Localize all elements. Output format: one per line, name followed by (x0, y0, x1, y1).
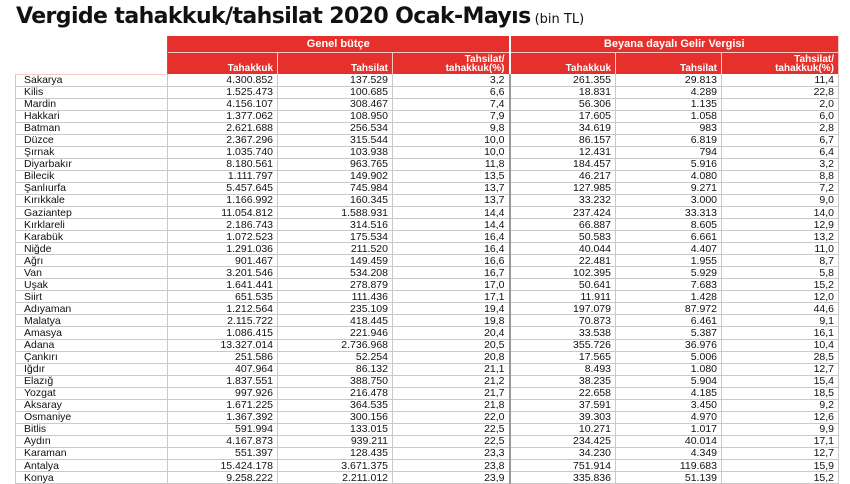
genel-tahakkuk-cell: 15.424.178 (168, 460, 278, 472)
genel-tahakkuk-cell: 407.964 (168, 363, 278, 375)
genel-tahakkuk-cell: 1.671.225 (168, 399, 278, 411)
tax-table (15, 36, 839, 484)
city-cell: Çankırı (16, 351, 168, 363)
beyana-oran-cell: 16,1 (722, 327, 839, 339)
beyana-tahsilat-cell: 4.407 (616, 243, 722, 255)
beyana-oran-cell: 15,9 (722, 460, 839, 472)
genel-tahakkuk-cell: 13.327.014 (168, 339, 278, 351)
city-cell: Niğde (16, 243, 168, 255)
genel-tahsilat-cell: 108.950 (278, 110, 393, 122)
beyana-tahsilat-cell: 1.955 (616, 255, 722, 267)
beyana-oran-cell: 9,9 (722, 423, 839, 435)
beyana-oran-cell: 15,2 (722, 279, 839, 291)
table-row (16, 146, 839, 158)
city-cell: Amasya (16, 327, 168, 339)
beyana-oran-cell: 2,8 (722, 122, 839, 134)
beyana-tahakkuk-cell: 18.831 (510, 86, 616, 98)
beyana-oran-cell: 44,6 (722, 303, 839, 315)
beyana-tahsilat-cell: 119.683 (616, 460, 722, 472)
genel-oran-cell: 21,1 (393, 363, 510, 375)
city-cell: Karabük (16, 231, 168, 243)
genel-tahakkuk-cell: 8.180.561 (168, 158, 278, 170)
genel-tahsilat-cell: 2.211.012 (278, 472, 393, 484)
table-row (16, 435, 839, 447)
genel-tahsilat-cell: 160.345 (278, 194, 393, 206)
col-header-oran-line1: Tahsilat/ (464, 54, 505, 65)
beyana-tahakkuk-cell: 355.726 (510, 339, 616, 351)
genel-tahakkuk-cell: 651.535 (168, 291, 278, 303)
genel-tahsilat-cell: 534.208 (278, 267, 393, 279)
genel-oran-cell: 19,8 (393, 315, 510, 327)
city-cell: Sakarya (16, 74, 168, 86)
beyana-tahakkuk-cell: 335.836 (510, 472, 616, 484)
genel-oran-cell: 13,7 (393, 182, 510, 194)
city-cell: Osmaniye (16, 411, 168, 423)
table-row (16, 255, 839, 267)
col-header-tahakkuk: Tahakkuk (510, 53, 616, 75)
genel-tahakkuk-cell: 3.201.546 (168, 267, 278, 279)
col-header-oran (722, 53, 839, 75)
beyana-tahakkuk-cell: 11.911 (510, 291, 616, 303)
beyana-tahakkuk-cell: 37.591 (510, 399, 616, 411)
city-cell: Diyarbakır (16, 158, 168, 170)
beyana-oran-cell: 7,2 (722, 182, 839, 194)
genel-tahsilat-cell: 300.156 (278, 411, 393, 423)
genel-tahakkuk-cell: 4.156.107 (168, 98, 278, 110)
city-cell: Van (16, 267, 168, 279)
beyana-tahsilat-cell: 6.819 (616, 134, 722, 146)
table-row (16, 423, 839, 435)
table-row (16, 339, 839, 351)
title-row (16, 4, 584, 34)
genel-tahakkuk-cell: 2.621.688 (168, 122, 278, 134)
beyana-tahsilat-cell: 794 (616, 146, 722, 158)
genel-tahsilat-cell: 235.109 (278, 303, 393, 315)
beyana-tahakkuk-cell: 33.538 (510, 327, 616, 339)
table-row (16, 447, 839, 459)
genel-tahsilat-cell: 86.132 (278, 363, 393, 375)
genel-tahakkuk-cell: 1.525.473 (168, 86, 278, 98)
genel-tahsilat-cell: 418.445 (278, 315, 393, 327)
genel-tahsilat-cell: 111.436 (278, 291, 393, 303)
beyana-tahakkuk-cell: 102.395 (510, 267, 616, 279)
city-cell: Düzce (16, 134, 168, 146)
genel-tahakkuk-cell: 2.186.743 (168, 219, 278, 231)
beyana-tahsilat-cell: 7.683 (616, 279, 722, 291)
genel-tahsilat-cell: 211.520 (278, 243, 393, 255)
genel-oran-cell: 19,4 (393, 303, 510, 315)
table-row (16, 411, 839, 423)
city-cell: Aksaray (16, 399, 168, 411)
beyana-tahakkuk-cell: 66.887 (510, 219, 616, 231)
genel-tahakkuk-cell: 1.641.441 (168, 279, 278, 291)
genel-tahakkuk-cell: 901.467 (168, 255, 278, 267)
table-row (16, 327, 839, 339)
city-cell: Bilecik (16, 170, 168, 182)
beyana-tahsilat-cell: 1.058 (616, 110, 722, 122)
genel-tahakkuk-cell: 1.837.551 (168, 375, 278, 387)
genel-tahsilat-cell: 52.254 (278, 351, 393, 363)
beyana-tahakkuk-cell: 184.457 (510, 158, 616, 170)
col-header-tahsilat: Tahsilat (278, 53, 393, 75)
beyana-tahsilat-cell: 33.313 (616, 207, 722, 219)
col-header-oran-line2: tahakkuk(%) (775, 63, 834, 74)
table-row (16, 243, 839, 255)
beyana-oran-cell: 12,7 (722, 447, 839, 459)
beyana-tahsilat-cell: 983 (616, 122, 722, 134)
col-header-tahsilat: Tahsilat (616, 53, 722, 75)
col-header-oran (393, 53, 510, 75)
genel-tahakkuk-cell: 4.167.873 (168, 435, 278, 447)
genel-oran-cell: 23,8 (393, 460, 510, 472)
beyana-tahsilat-cell: 3.000 (616, 194, 722, 206)
genel-tahakkuk-cell: 1.291.036 (168, 243, 278, 255)
table-row (16, 231, 839, 243)
beyana-oran-cell: 12,9 (722, 219, 839, 231)
city-cell: Elazığ (16, 375, 168, 387)
beyana-oran-cell: 28,5 (722, 351, 839, 363)
genel-oran-cell: 14,4 (393, 219, 510, 231)
beyana-tahakkuk-cell: 10.271 (510, 423, 616, 435)
beyana-oran-cell: 8,8 (722, 170, 839, 182)
genel-tahakkuk-cell: 1.035.740 (168, 146, 278, 158)
col-header-tahakkuk: Tahakkuk (168, 53, 278, 75)
beyana-tahakkuk-cell: 50.641 (510, 279, 616, 291)
city-cell: Karaman (16, 447, 168, 459)
beyana-tahsilat-cell: 1.428 (616, 291, 722, 303)
genel-oran-cell: 10,0 (393, 146, 510, 158)
genel-tahakkuk-cell: 2.367.296 (168, 134, 278, 146)
beyana-tahsilat-cell: 4.289 (616, 86, 722, 98)
beyana-tahakkuk-cell: 8.493 (510, 363, 616, 375)
beyana-tahakkuk-cell: 17.565 (510, 351, 616, 363)
genel-tahsilat-cell: 216.478 (278, 387, 393, 399)
table-row (16, 363, 839, 375)
genel-oran-cell: 16,4 (393, 231, 510, 243)
genel-oran-cell: 20,5 (393, 339, 510, 351)
beyana-tahakkuk-cell: 237.424 (510, 207, 616, 219)
beyana-tahsilat-cell: 51.139 (616, 472, 722, 484)
beyana-tahsilat-cell: 6.661 (616, 231, 722, 243)
genel-tahsilat-cell: 314.516 (278, 219, 393, 231)
genel-tahsilat-cell: 149.902 (278, 170, 393, 182)
genel-tahsilat-cell: 149.459 (278, 255, 393, 267)
city-cell: Gaziantep (16, 207, 168, 219)
genel-tahsilat-cell: 133.015 (278, 423, 393, 435)
beyana-oran-cell: 9,2 (722, 399, 839, 411)
genel-tahakkuk-cell: 251.586 (168, 351, 278, 363)
beyana-tahakkuk-cell: 261.355 (510, 74, 616, 86)
genel-tahsilat-cell: 221.946 (278, 327, 393, 339)
genel-tahakkuk-cell: 551.397 (168, 447, 278, 459)
group-header-beyana: Beyana dayalı Gelir Vergisi (510, 36, 839, 53)
genel-tahakkuk-cell: 5.457.645 (168, 182, 278, 194)
beyana-tahakkuk-cell: 17.605 (510, 110, 616, 122)
beyana-tahakkuk-cell: 234.425 (510, 435, 616, 447)
beyana-oran-cell: 6,4 (722, 146, 839, 158)
beyana-tahsilat-cell: 4.349 (616, 447, 722, 459)
beyana-oran-cell: 6,0 (722, 110, 839, 122)
genel-tahsilat-cell: 278.879 (278, 279, 393, 291)
beyana-tahakkuk-cell: 56.306 (510, 98, 616, 110)
city-cell: Kırklareli (16, 219, 168, 231)
beyana-tahsilat-cell: 8.605 (616, 219, 722, 231)
genel-oran-cell: 7,9 (393, 110, 510, 122)
table-row (16, 170, 839, 182)
genel-tahakkuk-cell: 1.367.392 (168, 411, 278, 423)
genel-tahakkuk-cell: 591.994 (168, 423, 278, 435)
city-cell: Aydın (16, 435, 168, 447)
table-row (16, 460, 839, 472)
genel-oran-cell: 21,2 (393, 375, 510, 387)
page-title: Vergide tahakkuk/tahsilat 2020 Ocak-Mayıs (16, 4, 531, 29)
beyana-tahsilat-cell: 4.080 (616, 170, 722, 182)
city-cell: Şırnak (16, 146, 168, 158)
table-row (16, 279, 839, 291)
beyana-oran-cell: 12,7 (722, 363, 839, 375)
genel-oran-cell: 13,7 (393, 194, 510, 206)
beyana-tahsilat-cell: 5.929 (616, 267, 722, 279)
table-row (16, 267, 839, 279)
beyana-tahsilat-cell: 1.135 (616, 98, 722, 110)
beyana-tahsilat-cell: 5.904 (616, 375, 722, 387)
table-row (16, 219, 839, 231)
beyana-tahakkuk-cell: 38.235 (510, 375, 616, 387)
genel-oran-cell: 9,8 (393, 122, 510, 134)
city-cell: Adıyaman (16, 303, 168, 315)
beyana-oran-cell: 8,7 (722, 255, 839, 267)
group-header-row (16, 36, 839, 53)
genel-tahsilat-cell: 3.671.375 (278, 460, 393, 472)
beyana-oran-cell: 12,6 (722, 411, 839, 423)
genel-oran-cell: 13,5 (393, 170, 510, 182)
genel-tahsilat-cell: 256.534 (278, 122, 393, 134)
table-row (16, 399, 839, 411)
city-cell: Antalya (16, 460, 168, 472)
col-header-oran-line2: tahakkuk(%) (445, 63, 505, 74)
beyana-tahsilat-cell: 9.271 (616, 182, 722, 194)
city-cell: Yozgat (16, 387, 168, 399)
genel-oran-cell: 22,5 (393, 435, 510, 447)
genel-oran-cell: 21,7 (393, 387, 510, 399)
table-row (16, 387, 839, 399)
table-row (16, 472, 839, 484)
beyana-tahsilat-cell: 87.972 (616, 303, 722, 315)
genel-tahsilat-cell: 963.765 (278, 158, 393, 170)
beyana-oran-cell: 14,0 (722, 207, 839, 219)
table-row (16, 315, 839, 327)
beyana-tahakkuk-cell: 197.079 (510, 303, 616, 315)
beyana-tahsilat-cell: 36.976 (616, 339, 722, 351)
genel-oran-cell: 14,4 (393, 207, 510, 219)
genel-tahakkuk-cell: 1.086.415 (168, 327, 278, 339)
beyana-tahsilat-cell: 3.450 (616, 399, 722, 411)
beyana-tahsilat-cell: 5.387 (616, 327, 722, 339)
table-row (16, 134, 839, 146)
genel-tahsilat-cell: 100.685 (278, 86, 393, 98)
beyana-tahakkuk-cell: 12.431 (510, 146, 616, 158)
beyana-tahakkuk-cell: 34.619 (510, 122, 616, 134)
genel-oran-cell: 22,5 (393, 423, 510, 435)
genel-tahsilat-cell: 175.534 (278, 231, 393, 243)
city-cell: Mardin (16, 98, 168, 110)
beyana-tahsilat-cell: 5.006 (616, 351, 722, 363)
table-body (16, 74, 839, 484)
genel-tahakkuk-cell: 11.054.812 (168, 207, 278, 219)
beyana-tahsilat-cell: 4.970 (616, 411, 722, 423)
city-cell: Hakkari (16, 110, 168, 122)
beyana-tahsilat-cell: 5.916 (616, 158, 722, 170)
beyana-tahakkuk-cell: 33.232 (510, 194, 616, 206)
beyana-tahakkuk-cell: 127.985 (510, 182, 616, 194)
beyana-tahakkuk-cell: 46.217 (510, 170, 616, 182)
beyana-tahakkuk-cell: 34.230 (510, 447, 616, 459)
genel-oran-cell: 16,6 (393, 255, 510, 267)
genel-oran-cell: 6,6 (393, 86, 510, 98)
city-cell: Şanlıurfa (16, 182, 168, 194)
table-row (16, 194, 839, 206)
beyana-oran-cell: 11,4 (722, 74, 839, 86)
beyana-oran-cell: 13,2 (722, 231, 839, 243)
beyana-oran-cell: 9,0 (722, 194, 839, 206)
genel-oran-cell: 20,8 (393, 351, 510, 363)
genel-tahsilat-cell: 315.544 (278, 134, 393, 146)
beyana-oran-cell: 22,8 (722, 86, 839, 98)
genel-tahakkuk-cell: 1.072.523 (168, 231, 278, 243)
genel-tahsilat-cell: 745.984 (278, 182, 393, 194)
corner-cell (16, 36, 168, 74)
genel-oran-cell: 17,0 (393, 279, 510, 291)
genel-tahakkuk-cell: 1.166.992 (168, 194, 278, 206)
city-cell: Siirt (16, 291, 168, 303)
beyana-oran-cell: 2,0 (722, 98, 839, 110)
beyana-tahakkuk-cell: 40.044 (510, 243, 616, 255)
genel-oran-cell: 7,4 (393, 98, 510, 110)
beyana-tahakkuk-cell: 50.583 (510, 231, 616, 243)
beyana-oran-cell: 12,0 (722, 291, 839, 303)
genel-oran-cell: 16,7 (393, 267, 510, 279)
city-cell: Iğdır (16, 363, 168, 375)
city-cell: Bitlis (16, 423, 168, 435)
beyana-oran-cell: 10,4 (722, 339, 839, 351)
genel-tahsilat-cell: 1.588.931 (278, 207, 393, 219)
genel-oran-cell: 22,0 (393, 411, 510, 423)
beyana-tahakkuk-cell: 22.658 (510, 387, 616, 399)
beyana-oran-cell: 9,1 (722, 315, 839, 327)
beyana-oran-cell: 6,7 (722, 134, 839, 146)
city-cell: Malatya (16, 315, 168, 327)
city-cell: Kilis (16, 86, 168, 98)
beyana-oran-cell: 11,0 (722, 243, 839, 255)
beyana-tahsilat-cell: 1.080 (616, 363, 722, 375)
genel-tahsilat-cell: 137.529 (278, 74, 393, 86)
beyana-tahakkuk-cell: 70.873 (510, 315, 616, 327)
genel-oran-cell: 23,3 (393, 447, 510, 459)
city-cell: Ağrı (16, 255, 168, 267)
beyana-oran-cell: 18,5 (722, 387, 839, 399)
genel-oran-cell: 16,4 (393, 243, 510, 255)
city-cell: Konya (16, 472, 168, 484)
genel-tahsilat-cell: 308.467 (278, 98, 393, 110)
city-cell: Batman (16, 122, 168, 134)
genel-tahakkuk-cell: 2.115.722 (168, 315, 278, 327)
table-row (16, 74, 839, 86)
genel-tahsilat-cell: 128.435 (278, 447, 393, 459)
beyana-tahsilat-cell: 1.017 (616, 423, 722, 435)
beyana-oran-cell: 15,4 (722, 375, 839, 387)
beyana-oran-cell: 17,1 (722, 435, 839, 447)
col-header-oran-line1: Tahsilat/ (794, 54, 834, 65)
table-row (16, 110, 839, 122)
genel-oran-cell: 20,4 (393, 327, 510, 339)
beyana-tahakkuk-cell: 39.303 (510, 411, 616, 423)
genel-tahsilat-cell: 939.211 (278, 435, 393, 447)
genel-tahsilat-cell: 388.750 (278, 375, 393, 387)
table-row (16, 86, 839, 98)
beyana-oran-cell: 3,2 (722, 158, 839, 170)
table-row (16, 98, 839, 110)
beyana-oran-cell: 5,8 (722, 267, 839, 279)
table-row (16, 375, 839, 387)
genel-tahsilat-cell: 2.736.968 (278, 339, 393, 351)
genel-oran-cell: 17,1 (393, 291, 510, 303)
city-cell: Kırıkkale (16, 194, 168, 206)
beyana-tahsilat-cell: 4.185 (616, 387, 722, 399)
genel-oran-cell: 21,8 (393, 399, 510, 411)
genel-tahakkuk-cell: 1.111.797 (168, 170, 278, 182)
beyana-tahakkuk-cell: 22.481 (510, 255, 616, 267)
table-row (16, 182, 839, 194)
genel-tahakkuk-cell: 1.377.062 (168, 110, 278, 122)
genel-tahsilat-cell: 103.938 (278, 146, 393, 158)
beyana-oran-cell: 15,2 (722, 472, 839, 484)
genel-tahakkuk-cell: 1.212.564 (168, 303, 278, 315)
genel-oran-cell: 3,2 (393, 74, 510, 86)
table-row (16, 291, 839, 303)
beyana-tahsilat-cell: 6.461 (616, 315, 722, 327)
table-row (16, 122, 839, 134)
beyana-tahsilat-cell: 40.014 (616, 435, 722, 447)
beyana-tahakkuk-cell: 86.157 (510, 134, 616, 146)
unit-label: (bin TL) (534, 12, 585, 27)
table-row (16, 158, 839, 170)
city-cell: Uşak (16, 279, 168, 291)
genel-tahakkuk-cell: 9.258.222 (168, 472, 278, 484)
genel-oran-cell: 11,8 (393, 158, 510, 170)
group-header-genel: Genel bütçe (168, 36, 510, 53)
genel-tahakkuk-cell: 4.300.852 (168, 74, 278, 86)
genel-oran-cell: 10,0 (393, 134, 510, 146)
genel-tahsilat-cell: 364.535 (278, 399, 393, 411)
beyana-tahsilat-cell: 29.813 (616, 74, 722, 86)
table-row (16, 207, 839, 219)
genel-oran-cell: 23,9 (393, 472, 510, 484)
table-row (16, 303, 839, 315)
city-cell: Adana (16, 339, 168, 351)
genel-tahakkuk-cell: 997.926 (168, 387, 278, 399)
beyana-tahakkuk-cell: 751.914 (510, 460, 616, 472)
table-row (16, 351, 839, 363)
